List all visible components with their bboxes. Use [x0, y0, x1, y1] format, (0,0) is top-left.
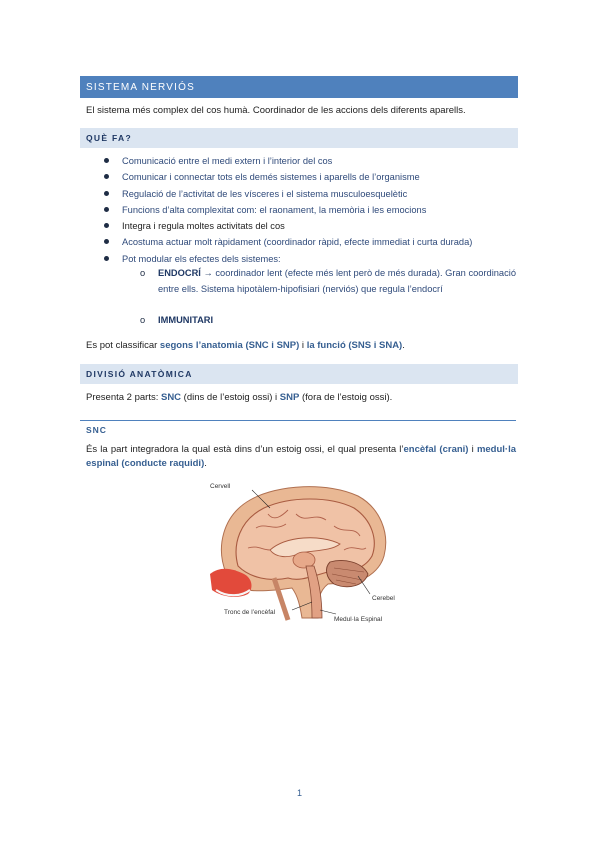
label-medula: Medul·la Espinal	[334, 616, 383, 623]
medula-highlight: medul·la espinal (conducte raquidi)	[86, 444, 516, 469]
label-cervell: Cervell	[210, 483, 231, 490]
snp-term: SNP	[279, 392, 300, 403]
snc-paragraph: És la part integradora la qual està dins d’un estoig ossi, el qual presenta l’encèfal (crani) i medul·la espinal (conducte raquidi).	[86, 444, 516, 469]
section-title: SISTEMA NERVIÓS	[86, 82, 195, 93]
que-fa-heading: QUÈ FA?	[86, 133, 132, 143]
encefal-highlight: encèfal (crani)	[403, 444, 469, 455]
label-tronc: Tronc de l’encèfal	[224, 609, 276, 616]
que-fa-heading-band	[80, 128, 518, 148]
divisio-paragraph: Presenta 2 parts: SNC (dins de l’estoig ossi) i SNP (fora de l’estoig ossi).	[86, 392, 393, 403]
sub-item-text: coordinador lent (efecte més lent però de més durada). Gran coordinació entre ells. Sistema hipotàlem-hipofisiari (nerviós) que regula l’endocrí	[158, 268, 516, 294]
bullet-icon	[104, 256, 109, 261]
divisio-heading: DIVISIÓ ANATÒMICA	[86, 369, 193, 379]
sub-item-label: ENDOCRÍ	[158, 268, 201, 278]
sub-item-label: IMMUNITARI	[158, 315, 214, 325]
list-item: Regulació de l’activitat de les vísceres i el sistema musculoesquelètic	[104, 186, 516, 202]
label-cerebel: Cerebel	[372, 595, 395, 602]
bullet-icon	[104, 207, 109, 212]
snc-term: SNC	[160, 392, 182, 403]
list-item: Funcions d’alta complexitat com: el raonament, la memòria i les emocions	[104, 202, 516, 218]
arrow-icon: →	[203, 268, 213, 278]
sub-bullet-marker: o	[140, 315, 146, 325]
classification-paragraph: Es pot classificar segons l’anatomia (SNC i SNP) i la funció (SNS i SNA).	[86, 340, 405, 351]
section-divider	[80, 420, 516, 421]
bullet-icon	[104, 174, 109, 179]
page-number: 1	[296, 788, 302, 798]
function-highlight: la funció (SNS i SNA)	[306, 340, 403, 351]
brain-illustration	[208, 478, 398, 628]
bullet-icon	[104, 191, 109, 196]
bullet-icon	[104, 158, 109, 163]
list-item: Integra i regula moltes activitats del cos	[104, 218, 516, 234]
list-item: Pot modular els efectes dels sistemes:	[104, 251, 516, 267]
divisio-heading-band	[80, 364, 518, 384]
bullet-icon	[104, 223, 109, 228]
list-item: Acostuma actuar molt ràpidament (coordinador ràpid, efecte immediat i curta durada)	[104, 234, 516, 250]
bullet-icon	[104, 239, 109, 244]
section-title-band	[80, 76, 518, 98]
list-item: Comunicació entre el medi extern i l’interior del cos	[104, 153, 516, 169]
anatomy-highlight: segons l’anatomia (SNC i SNP)	[159, 340, 300, 351]
list-item: Comunicar i connectar tots els demés sistemes i aparells de l’organisme	[104, 169, 516, 185]
intro-paragraph: El sistema més complex del cos humà. Coordinador de les accions dels diferents aparells.	[86, 105, 466, 116]
que-fa-list	[104, 153, 516, 267]
snc-heading: SNC	[86, 425, 107, 435]
sub-bullet-marker: o	[140, 268, 146, 278]
sub-item-endocri	[140, 266, 516, 314]
